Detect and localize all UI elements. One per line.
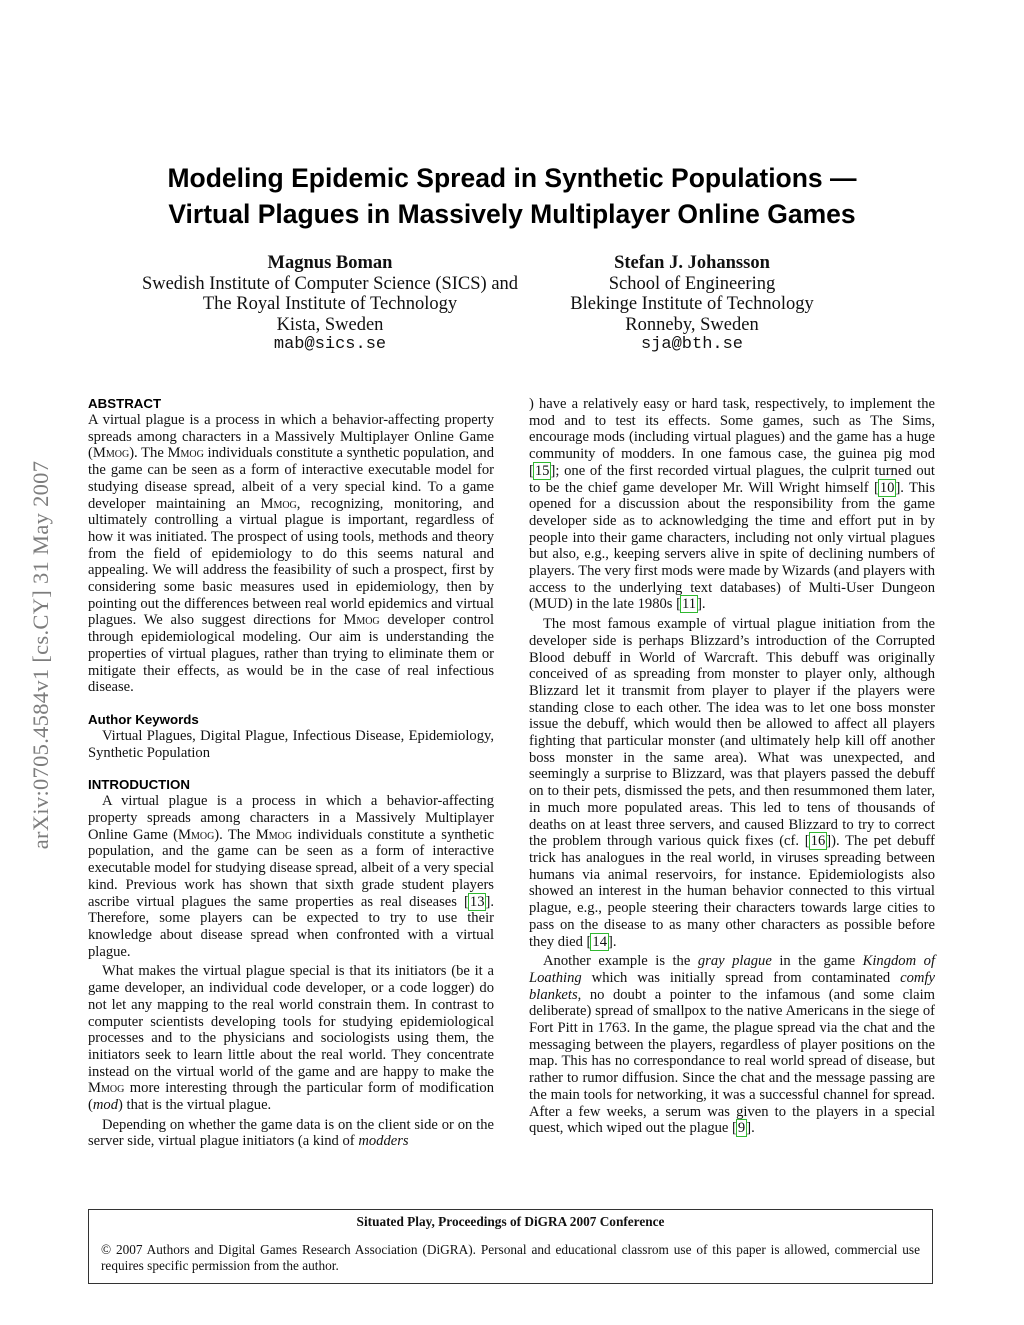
body-paragraph: Another example is the gray plague in the game Kingdom of Loathing which was initially spread from contaminated comfy blankets, no doubt a pointer to the infamous (and some claim deliberate) spread of smallpox to the native Americans in the siege of Fort Pitt in 1763. In the game, the plague spread via the chat and the messaging between the players, regardless of player positions on the map. This has no correspondance to real world spread of disease, but rather to rumor diffusion. Since the chat and the message passing are the main tools for networking, it was a successful channel for spread. After a few weeks, a serum was given to the players in a special quest, which wiped out the plague [9]. bbox=[529, 953, 935, 1137]
author-name: Magnus Boman bbox=[267, 253, 393, 273]
author-affiliation: Swedish Institute of Computer Science (SICS) and bbox=[141, 273, 519, 294]
citation-link[interactable]: 15 bbox=[534, 462, 550, 479]
abstract-heading: ABSTRACT bbox=[88, 396, 162, 411]
title-line-1: Modeling Epidemic Spread in Synthetic Populations — bbox=[167, 163, 857, 193]
intro-paragraph: A virtual plague is a process in which a behavior-affecting property spreads among characters in a Massively Multiplayer Online Game (Mmog). The Mmog individuals constitute a synthetic population, and the game can be seen as a form of interactive executable model for studying disease spread, albeit of a very special kind. Previous work has shown that sixth grade student players ascribe virtual plagues the same properties as real diseases [13]. Therefore, some players can be expected to try to use their knowledge about disease spread when confronted with a virtual plague. bbox=[88, 793, 494, 960]
paper-title bbox=[60, 160, 964, 232]
body-paragraph: ) have a relatively easy or hard task, respectively, to implement the mod and to test its effects. Some games, such as The Sims, encourage mods (including virtual plagues) and the game has a huge community of modders. In one famous case, the guinea pig mod [15]; one of the first recorded virtual plagues, the culprit turned out to be the chief game developer Mr. Will Wright himself [10]. This opened for a discussion about the responsibility from the game developer side as to acknowledging the time and effort put in by people into their game characters, including not only virtual plagues but also, e.g., keeping servers alive in spite of declining numbers of players. The very first mods were made by Wizards (and players with access to the underlying text databases) of Multi-User Dungeon (MUD) in the late 1980s [11]. bbox=[529, 396, 935, 613]
title-line-2: Virtual Plagues in Massively Multiplayer Online Games bbox=[168, 199, 856, 229]
citation-link[interactable]: 14 bbox=[592, 933, 608, 950]
author-location: Ronneby, Sweden bbox=[625, 314, 759, 335]
right-column bbox=[529, 396, 935, 1137]
author-email: mab@sics.se bbox=[273, 335, 387, 354]
author-location: Kista, Sweden bbox=[276, 314, 384, 335]
keywords-text: Virtual Plagues, Digital Plague, Infectious Disease, Epidemiology, Synthetic Population bbox=[88, 727, 494, 761]
author-email: sja@bth.se bbox=[640, 335, 744, 354]
intro-paragraph: What makes the virtual plague special is that its initiators (be it a game developer, an individual code developer, or a code logger) do not let any mapping to the real world constrain them. In contrast to computer scientists developing tools for studying epidemiological processes and to the physicians and sociologists using them, the initiators seek to learn little about the real world. They concentrate instead on the virtual world of the game and are happy to make the Mmog more interesting through the particular form of modification (mod) that is the virtual plague. bbox=[88, 963, 494, 1114]
citation-link[interactable]: 11 bbox=[682, 596, 697, 613]
introduction-heading: INTRODUCTION bbox=[88, 777, 190, 793]
author-affiliation: The Royal Institute of Technology bbox=[202, 294, 458, 314]
keywords-heading: Author Keywords bbox=[88, 711, 199, 727]
citation-link[interactable]: 10 bbox=[879, 479, 895, 496]
abstract-text: A virtual plague is a process in which a behavior-affecting property spreads among characters in a Massively Multiplayer Online Game (Mmog). The Mmog individuals constitute a synthetic population, and the game can be seen as a form of interactive executable model for studying disease spread, albeit of a very special kind. To a game developer maintaining an Mmog, recognizing, monitoring, and ultimately controlling a virtual plague is important, regardless of how it was initiated. The prospect of using tools, methods and theory from the field of epidemiology to do this seems natural and appealing. We will address the feasibility of such a prospect, first by considering some basic measures used in epidemiology, then by pointing out the differences between real world epidemics and virtual plagues. We also suggest directions for Mmog developer control through epidemiological modeling. Our aim is understanding the properties of virtual plagues, rather than trying to eliminate them or mitigate their effects, as would be in the case of real infectious disease. bbox=[88, 412, 495, 696]
citation-link[interactable]: 9 bbox=[737, 1120, 746, 1137]
intro-paragraph: Depending on whether the game data is on the client side or on the server side, virtual plague initiators (a kind of modders bbox=[88, 1116, 494, 1150]
author-affiliation: Blekinge Institute of Technology bbox=[570, 294, 814, 314]
conference-title: Situated Play, Proceedings of DiGRA 2007 Conference bbox=[356, 1214, 665, 1229]
citation-link[interactable]: 16 bbox=[810, 833, 826, 850]
author-block-2 bbox=[542, 253, 842, 356]
copyright-text: © 2007 Authors and Digital Games Research Association (DiGRA). Personal and educational classrom use of this paper is allowed, commercial use requires specific permission from the author. bbox=[101, 1242, 920, 1273]
citation-link[interactable]: 13 bbox=[469, 893, 485, 910]
author-name: Stefan J. Johansson bbox=[614, 253, 770, 273]
author-affiliation: School of Engineering bbox=[608, 273, 776, 294]
body-paragraph: The most famous example of virtual plague initiation from the developer side is perhaps Blizzard’s introduction of the Corrupted Blood debuff in World of Warcraft. This debuff was originally conceived of as spreading from monster to player only, although Blizzard let it transmit from player to player if the players were standing close to each other. The idea was to let one boss monster issue the debuff, which would then be allowed to affect all players fighting that particular monster (and ultimately help kill off another boss monster in the same area). What was unexpected, and seemingly a surprise to Blizzard, was that players passed the debuff on to their pets, dismissed the pets, and then resummoned them later, in much more populated areas. This led to tens of thousands of deaths on at least three servers, and caused Blizzard to try to correct the problem through various quick fixes (cf. [16]). The pet debuff trick has analogues in the real world, in viruses spreading between humans via animal reservoirs, for instance. Epidemiologists also showed an interest in the human behavior connected to this virtual plague, e.g., people steering their characters towards large cities to pass on the disease to as many other characters as possible before they died [14]. bbox=[529, 616, 935, 950]
left-column bbox=[88, 396, 494, 1150]
arxiv-stamp: arXiv:0705.4584v1 [cs.CY] 31 May 2007 bbox=[28, 460, 53, 849]
author-block-1 bbox=[110, 253, 550, 356]
copyright-box bbox=[88, 1209, 933, 1284]
